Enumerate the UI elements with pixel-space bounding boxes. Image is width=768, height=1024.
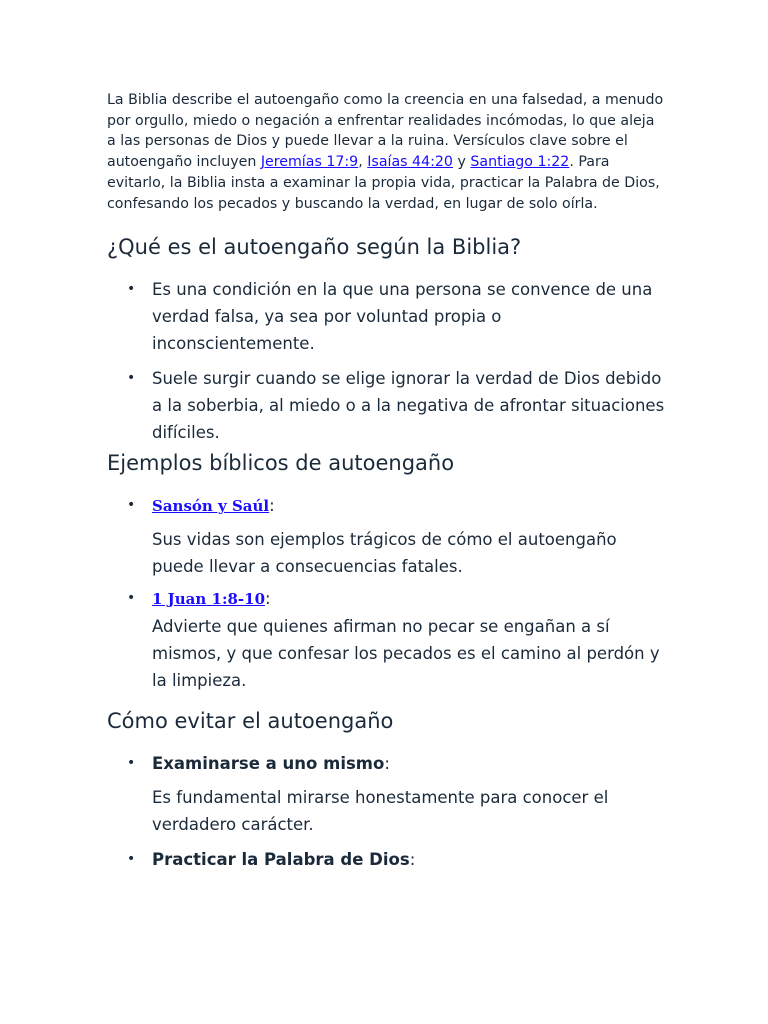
bullet-icon: •	[127, 370, 136, 387]
link-1-juan[interactable]: 1 Juan 1:8-10	[152, 590, 266, 609]
heading-que-es: ¿Qué es el autoengaño según la Biblia?	[107, 235, 522, 260]
list-item-text: Suele surgir cuando se elige ignorar la verdad de Dios debido a la soberbia, al miedo o a la negativa de afrontar situaciones difíciles.	[152, 369, 665, 443]
list-item	[107, 365, 667, 446]
link-jeremias[interactable]: Jeremías 17:9	[260, 154, 359, 171]
bullet-icon: •	[127, 497, 136, 514]
list-como-evitar	[107, 750, 667, 873]
list-item	[107, 492, 667, 580]
list-item-text: Es una condición en la que una persona se convence de una verdad falsa, ya sea por voluntad propia o inconscientemente.	[152, 280, 653, 354]
item-term: Examinarse a uno mismo	[152, 754, 385, 774]
term-separator: :	[409, 850, 416, 870]
intro-text-1: La Biblia describe el autoengaño como la creencia en una falsedad, a menudo por orgullo, miedo o negación a enfrentar realidades incómodas, lo que aleja a las personas de Dios y puede llevar a la ruina. Versículos clave sobre el autoengaño incluyen	[107, 92, 664, 171]
term-separator: :	[269, 496, 275, 516]
bullet-icon: •	[127, 755, 136, 772]
term-separator: :	[384, 754, 390, 774]
list-item	[107, 750, 667, 838]
item-description: Advierte que quienes afirman no pecar se engañan a sí mismos, y que confesar los pecados es el camino al perdón y la limpieza.	[152, 617, 660, 691]
heading-ejemplos: Ejemplos bíblicos de autoengaño	[107, 451, 455, 476]
list-ejemplos	[107, 492, 667, 694]
document-body	[107, 90, 667, 873]
list-item	[107, 846, 667, 873]
bullet-icon: •	[127, 590, 136, 607]
list-item	[107, 276, 667, 357]
intro-text-3: y	[452, 154, 471, 171]
item-description: Sus vidas son ejemplos trágicos de cómo el autoengaño puede llevar a consecuencias fatales.	[152, 530, 617, 577]
intro-paragraph	[107, 90, 667, 214]
link-sanson-saul[interactable]: Sansón y Saúl	[152, 497, 270, 516]
item-term: Practicar la Palabra de Dios	[152, 850, 410, 870]
heading-como-evitar: Cómo evitar el autoengaño	[107, 709, 394, 734]
intro-text-4: . Para evitarlo, la Biblia insta a examinar la propia vida, practicar la Palabra de Dios, confesando los pecados y buscando la verdad, en lugar de solo oírla.	[107, 154, 660, 212]
bullet-icon: •	[127, 851, 136, 868]
intro-text-2: ,	[358, 154, 368, 171]
list-item	[107, 585, 667, 694]
term-separator: :	[265, 589, 271, 609]
link-santiago[interactable]: Santiago 1:22	[470, 154, 570, 171]
link-isaias[interactable]: Isaías 44:20	[367, 154, 453, 171]
bullet-icon: •	[127, 281, 136, 298]
item-description: Es fundamental mirarse honestamente para conocer el verdadero carácter.	[152, 788, 609, 835]
list-que-es	[107, 276, 667, 446]
